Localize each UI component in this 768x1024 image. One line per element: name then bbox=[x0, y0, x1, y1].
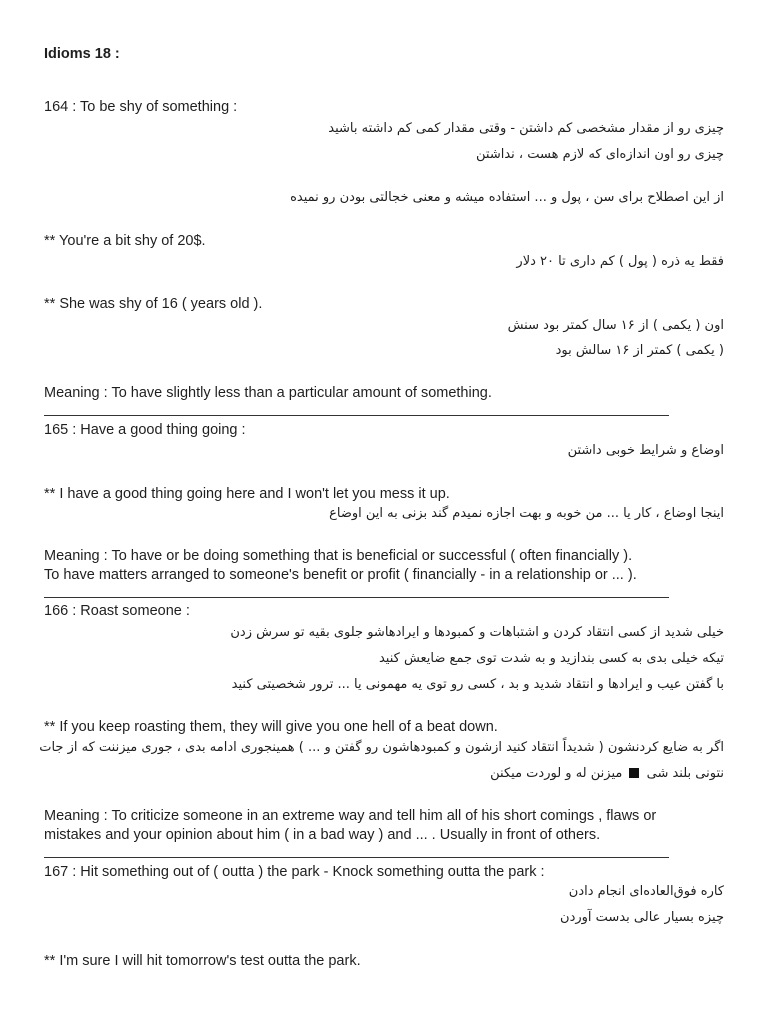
section-divider bbox=[44, 415, 669, 416]
idiom-164-heading: 164 : To be shy of something : bbox=[44, 99, 238, 115]
idiom-167-heading: 167 : Hit something out of ( outta ) the park - Knock something outta the park : bbox=[44, 864, 545, 880]
idiom-166-persian-2: تیکه خیلی بدی به کسی بندازید و به شدت توی جمع ضایعش کنید bbox=[378, 651, 724, 666]
idiom-166-meaning-2: mistakes and your opinion about him ( in a bad way ) and ... . Usually in front of others. bbox=[44, 827, 601, 843]
idiom-164-example-2: ** She was shy of 16 ( years old ). bbox=[44, 296, 263, 312]
idiom-164-example-1-persian: فقط یه ذره ( پول ) کم داری تا ۲۰ دلار bbox=[516, 254, 724, 269]
idiom-164-persian-1: چیزی رو از مقدار مشخصی کم داشتن - وقتی مقدار کمی کم داشته باشید bbox=[328, 121, 724, 136]
idiom-167-persian-2: چیزه بسیار عالی بدست آوردن bbox=[560, 910, 724, 925]
idiom-165-example-1-persian: اینجا اوضاع ، کار یا ... من خوبه و بهت اجازه نمیدم گند بزنی به این اوضاع bbox=[329, 506, 724, 521]
black-square-icon bbox=[629, 768, 639, 778]
idiom-165-example-1: ** I have a good thing going here and I won't let you mess it up. bbox=[44, 486, 450, 502]
document-title: Idioms 18 : bbox=[44, 46, 120, 62]
idiom-165-meaning-1: Meaning : To have or be doing something that is beneficial or successful ( often financially ). bbox=[44, 548, 633, 564]
idiom-166-meaning-1: Meaning : To criticize someone in an extreme way and tell him all of his short comings , flaws or bbox=[44, 808, 657, 824]
idiom-166-persian-1: خیلی شدید از کسی انتقاد کردن و اشتباهات و کمبودها و ایرادهاشو جلوی بقیه تو سرش زدن bbox=[230, 625, 724, 640]
idiom-165-meaning-2: To have matters arranged to someone's benefit or profit ( financially - in a relationship or ... ). bbox=[44, 567, 637, 583]
idiom-167-example-1: ** I'm sure I will hit tomorrow's test outta the park. bbox=[44, 953, 361, 969]
idiom-166-example-1-persian-2b: میزنن له و لوردت میکنن bbox=[490, 766, 623, 781]
idiom-164-example-2-persian-1: اون ( یکمی ) از ۱۶ سال کمتر بود سنش bbox=[507, 318, 724, 333]
idiom-167-persian-1: کاره فوق‌العاده‌ای انجام دادن bbox=[568, 884, 724, 899]
idiom-166-heading: 166 : Roast someone : bbox=[44, 603, 190, 619]
idiom-166-example-1-persian-2 bbox=[44, 765, 724, 783]
idiom-166-example-1-persian-2a: نتونی بلند شی bbox=[646, 766, 724, 781]
idiom-166-example-1: ** If you keep roasting them, they will give you one hell of a beat down. bbox=[44, 719, 498, 735]
idiom-166-persian-3: با گفتن عیب و ایرادها و انتقاد شدید و بد ، کسی رو توی یه مهمونی یا ... ترور شخصیتی کنید bbox=[231, 677, 724, 692]
section-divider bbox=[44, 857, 669, 858]
section-divider bbox=[44, 597, 669, 598]
idiom-166-example-1-persian-1: اگر به ضایع کردنشون ( شدیداً انتقاد کنید ازشون و کمبودهاشون رو گفتن و ... ) همینجوری ادامه بدی ، جوری میزننت که از جات bbox=[39, 740, 724, 755]
idiom-164-example-2-persian-2: ( یکمی ) کمتر از ۱۶ سالش بود bbox=[555, 343, 724, 358]
idiom-164-persian-2: چیزی رو اون اندازه‌ای که لازم هست ، نداشتن bbox=[476, 147, 724, 162]
idiom-165-persian-1: اوضاع و شرایط خوبی داشتن bbox=[567, 443, 724, 458]
idiom-164-meaning: Meaning : To have slightly less than a particular amount of something. bbox=[44, 385, 492, 401]
idiom-165-heading: 165 : Have a good thing going : bbox=[44, 422, 246, 438]
idiom-164-persian-3: از این اصطلاح برای سن ، پول و ... استفاده میشه و معنی خجالتی بودن رو نمیده bbox=[290, 190, 724, 205]
idiom-164-example-1: ** You're a bit shy of 20$. bbox=[44, 233, 206, 249]
